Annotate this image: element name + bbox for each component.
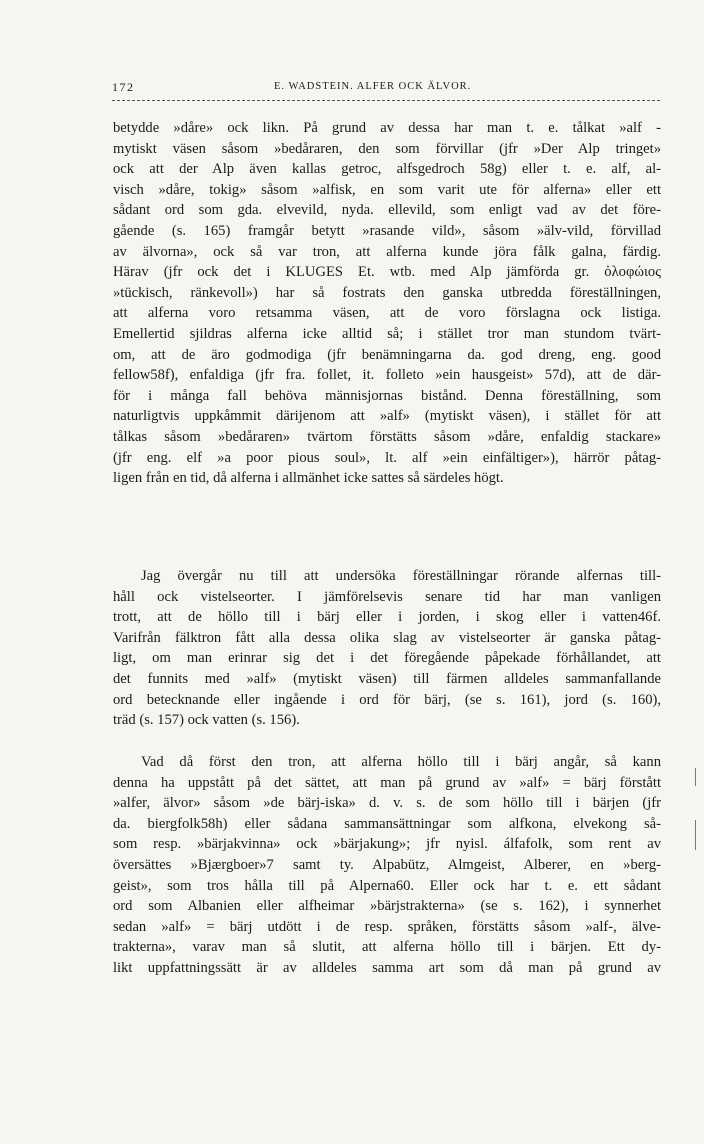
text-line: ord betecknande eller ingående i ord för bärj, (se s. 161), jord (s. 160), <box>113 691 661 708</box>
page-number: 172 <box>112 80 135 94</box>
text-line: tålkas såsom »bedåraren» tvärtom förstätts såsom »dåre, enfaldig stackare» <box>113 428 661 445</box>
text-line: mytiskt väsen såsom »bedåraren, den som förvillar (jfr »Der Alp tringet» <box>113 140 661 157</box>
text-line: »tückisch, ränkevoll») har så fostrats den ganska utbredda föreställningen, <box>113 284 661 301</box>
text-line: ord som Albanien eller alfheimar »bärjstrakterna» (se s. 162), i synnerhet <box>113 898 661 915</box>
text-line: Varifrån fälktron fått alla dessa olika slag av vistelseorter är ganska påtag- <box>113 629 661 646</box>
text-line: trakterna», varav man så slutit, att alferna höllo till i bärjen. Ett dy- <box>113 939 661 956</box>
text-line: Härav (jfr ock det i KLUGES Et. wtb. med Alp jämförda gr. ὀλοφώιος <box>113 264 661 281</box>
margin-mark <box>695 768 696 786</box>
paragraph-2 <box>113 566 661 731</box>
text-line: likt uppfattningssätt är av alldeles samma art som då man på grund av <box>113 959 661 976</box>
text-line: sedan »alf» = bärj utdött i de resp. språken, förstätts såsom »alf-, älve- <box>113 918 661 935</box>
text-line: att alferna voro retsamma väsen, att de voro förslagna ock listiga. <box>113 305 661 322</box>
text-line: (jfr eng. elf »a poor pious soul», lt. alf »ein einfältiger»), härrör påtag- <box>113 449 661 466</box>
text-line: geist», som tros hålla till på Alperna60. Eller ock har t. e. ett sådant <box>113 877 661 894</box>
text-line: Vad då först den tron, att alferna höllo till i bärj angår, så kann <box>141 754 661 770</box>
text-line: Jag övergår nu till att undersöka föreställningar rörande alfernas till- <box>141 568 661 584</box>
text-line: träd (s. 157) ock vatten (s. 156). <box>113 712 300 729</box>
text-line: som resp. »bärjakvinna» ock »bärjakung»; jfr nyisl. álfafolk, som rent av <box>113 836 661 853</box>
text-line: översättes »Bjærgboer»7 samt ty. Alpabütz, Almgeist, Alberer, en »berg- <box>113 856 661 873</box>
text-line: naturligtvis uppkåmmit därijenom att »alf» (mytiskt väsen), i stället för att <box>113 408 661 425</box>
text-line: det funnits med »alf» (mytiskt väsen) till färmen alldeles sammanfallande <box>113 670 661 687</box>
text-line: denna ha uppstått på det sättet, att man på grund av »alf» = bärj förstått <box>113 774 661 791</box>
text-line: trott, att de höllo till i bärj eller i jorden, i skog eller i vatten46f. <box>113 609 661 626</box>
text-line: för i många fall behöva männisjornas bistånd. Denna föreställning, som <box>113 387 661 404</box>
header-rule <box>112 100 660 101</box>
paragraph-3 <box>113 752 661 979</box>
margin-mark <box>695 820 696 850</box>
text-line: gående (s. 165) framgår betytt »rasande vild», såsom »älv-vild, förvillad <box>113 222 661 239</box>
text-line: fellow58f), enfaldiga (jfr fra. follet, it. folleto »ein hausgeist» 57d), att de där- <box>113 367 661 384</box>
text-line: Emellertid sjildras alferna icke alltid så; i stället tror man stundom tvärt- <box>113 325 661 342</box>
text-line: ligt, om man erinrar sig det i det föregående påpekade förhållandet, att <box>113 650 661 667</box>
text-line: da. biergfolk58h) eller sådana sammansättningar som alfkona, elvekong så- <box>113 815 661 832</box>
text-line: sådant ord som gda. elvevild, nyda. ellevild, som enligt vad av det före- <box>113 202 661 219</box>
paragraph-1 <box>113 118 661 489</box>
text-line: ligen från en tid, då alferna i allmänhet icke sattes så särdeles högt. <box>113 470 504 487</box>
page-header <box>112 78 660 98</box>
text-line: visch »dåre, tokig» såsom »alfisk, en som varit ute för alferna» eller ett <box>113 181 661 198</box>
text-line: »alfer, älvor» såsom »de bärj-iska» d. v. s. de som höllo till i bärjen (jfr <box>113 795 661 812</box>
text-line: håll ock vistelseorter. I jämförelsevis senare tid har man vanligen <box>113 588 661 605</box>
text-line: om, att de äro godmodiga (jfr benämningarna da. god dreng, eng. good <box>113 346 661 363</box>
text-line: ock att der Alp även kallas getroc, alfsgedroch 58g) eller t. e. alf, al- <box>113 161 661 178</box>
text-line: betydde »dåre» ock likn. På grund av dessa har man t. e. tålkat »alf - <box>113 120 661 136</box>
text-line: av älvorna», ock så var tron, att alferna kunde jöra fålk galna, färdig. <box>113 243 661 260</box>
running-title: E. WADSTEIN. ALFER OCK ÄLVOR. <box>274 81 472 92</box>
